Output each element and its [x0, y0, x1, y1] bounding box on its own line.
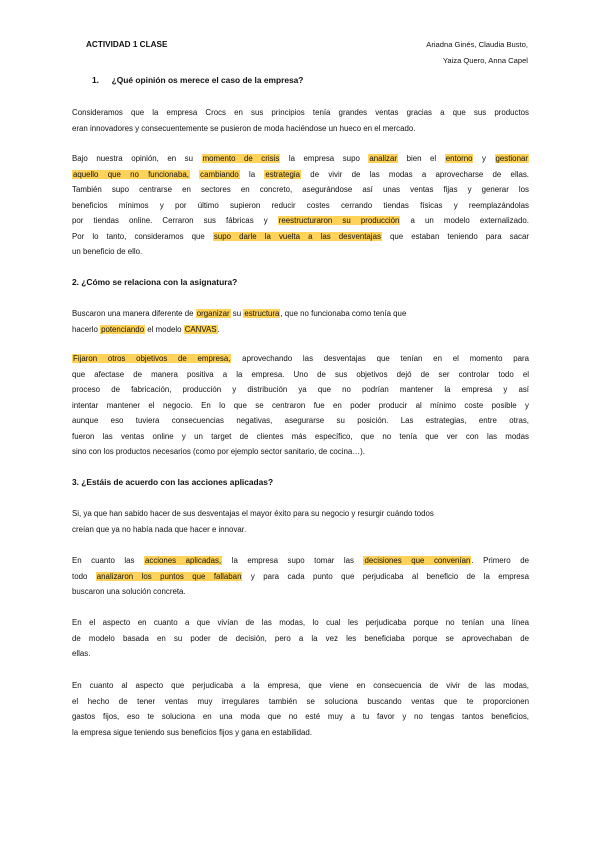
- highlight: acciones aplicadas,: [144, 556, 222, 565]
- paragraph-line: En el aspecto en cuanto a que vivían de las modas, lo cual les perjudicaba porque no tenían una línea: [72, 618, 529, 627]
- question-3-heading: 3. ¿Estáis de acuerdo con las acciones aplicadas?: [72, 477, 274, 487]
- paragraph-line: También supo centrarse en sectores en concreto, asegurándose así unas ventas fijas y generar los: [72, 185, 529, 194]
- paragraph-line: creían que ya no había nada que hacer e innovar.: [72, 524, 247, 534]
- highlight: reestructuraron su producción: [278, 216, 400, 225]
- paragraph-line: todo analizaron los puntos que fallaban y para cada punto que perjudicaba al beneficio de la empresa: [72, 571, 529, 581]
- paragraph-line: que afectase de manera positiva a la empresa. Uno de sus objetivos dejó de ser controlar todo el: [72, 369, 529, 379]
- highlight: analizaron los puntos que fallaban: [96, 571, 242, 581]
- highlight: cambiando: [200, 169, 239, 179]
- paragraph-line: buscaron una solución concreta.: [72, 587, 186, 596]
- paragraph-line: aquello que no funcionaba, cambiando la estrategia de vivir de las modas a aprovecharse de ellas.: [73, 169, 529, 179]
- question-1-heading: [92, 73, 303, 87]
- paragraph-line: el hecho de tener ventas muy irregulares también se soluciona buscando ventas que te proporcionen: [72, 696, 529, 706]
- paragraph-line: un beneficio de ello.: [72, 247, 143, 256]
- question-2-heading: 2. ¿Cómo se relaciona con la asignatura?: [72, 277, 238, 287]
- highlight: decisiones que convenían: [364, 556, 471, 565]
- highlight: organizar: [196, 309, 230, 318]
- paragraph-3: [72, 306, 529, 337]
- authors-line-2: Yaiza Quero, Anna Capel: [442, 56, 528, 65]
- highlight: CANVAS: [184, 324, 217, 334]
- paragraph-line: sino con los productos necesarios (como por ejemplo sector sanitario, de cocina…).: [72, 447, 365, 456]
- paragraph-line: Fijaron otros objetivos de empresa, aprovechando las desventajas que tenían en el momento para: [73, 354, 529, 363]
- paragraph-1: [72, 105, 529, 136]
- paragraph-2: [72, 151, 529, 260]
- highlight: gestionar: [495, 154, 528, 163]
- paragraph-line: ellas.: [72, 649, 91, 658]
- paragraph-line: aunque eso tuviera consecuencias negativas, asegurarse su posición. Las estrategias, entre otras,: [72, 416, 529, 425]
- paragraph-line: eran innovadores y consecuentemente se pusieron de moda haciéndose un hueco en el mercado.: [72, 123, 416, 133]
- authors-line-1: Ariadna Ginés, Claudia Busto,: [426, 40, 528, 49]
- highlight: aquello que no funcionaba,: [73, 169, 189, 179]
- paragraph-line: fueron las ventas online y un target de clientes más específico, que no tenía que ver con las modas: [72, 431, 529, 441]
- paragraph-line: Buscaron una manera diferente de organizar su estructura, que no funcionaba como tenía que: [72, 309, 407, 318]
- document-title: ACTIVIDAD 1 CLASE: [86, 40, 168, 49]
- authors-block: [426, 37, 528, 69]
- paragraph-line: proceso de fabricación, producción y distribución ya que no podrían mantener la empresa y así: [72, 385, 529, 394]
- highlight: supo darle la vuelta a las desventajas: [213, 231, 381, 241]
- paragraph-line: En cuanto las acciones aplicadas, la empresa supo tomar las decisiones que convenían. Primero de: [72, 556, 529, 565]
- paragraph-line: Consideramos que la empresa Crocs en sus principios tenía grandes ventas gracias a que sus productos: [72, 108, 529, 117]
- paragraph-line: En cuanto al aspecto que perjudicaba a la empresa, que viene en consecuencia de vivir de las modas,: [72, 681, 529, 690]
- highlight: potenciando: [101, 324, 145, 334]
- paragraph-6: [72, 553, 529, 600]
- question-1-number: 1.: [92, 75, 99, 85]
- paragraph-line: gastos fijos, eso te soluciona en una moda que no esté muy a tu favor y no tengas tantos beneficios,: [72, 712, 529, 721]
- paragraph-4: [72, 351, 529, 460]
- paragraph-line: Si, ya que han sabido hacer de sus desventajas el mayor éxito para su negocio y resurgir cuándo todos: [72, 509, 434, 518]
- question-1-title: ¿Qué opinión os merece el caso de la empresa?: [111, 75, 304, 85]
- highlight: analizar: [369, 154, 398, 163]
- paragraph-line: la empresa sigue teniendo sus beneficios fijos y gana en estabilidad.: [72, 727, 312, 737]
- paragraph-line: Bajo nuestra opinión, en su momento de crisis la empresa supo analizar bien el entorno y gestionar: [72, 154, 528, 163]
- paragraph-line: beneficios mínimos y por último supieron reducir costes cerrando tiendas físicas y reemplazándolas: [72, 200, 529, 210]
- paragraph-8: [72, 678, 529, 740]
- highlight: entorno: [445, 154, 473, 163]
- paragraph-line: intentar mantener el negocio. En lo que se centraron fue en poder producir al mínimo coste posible y: [72, 400, 529, 410]
- highlight: estrategia: [265, 169, 301, 179]
- paragraph-5: [72, 506, 529, 537]
- highlight: Fijaron otros objetivos de empresa,: [73, 354, 231, 363]
- paragraph-line: hacerlo potenciando el modelo CANVAS.: [72, 324, 220, 334]
- paragraph-line: por tiendas online. Cerraron sus fábricas y reestructuraron su producción a un modelo externalizado.: [72, 216, 529, 225]
- highlight: estructura: [244, 309, 280, 318]
- paragraph-line: Por lo tanto, consideramos que supo darle la vuelta a las desventajas que estaban teniendo para sacar: [72, 231, 529, 241]
- highlight: momento de crisis: [202, 154, 280, 163]
- paragraph-line: de modelo basada en su poder de decisión, pero a la vez les beneficiaba porque se aprovechaban de: [72, 633, 529, 643]
- paragraph-7: [72, 615, 529, 662]
